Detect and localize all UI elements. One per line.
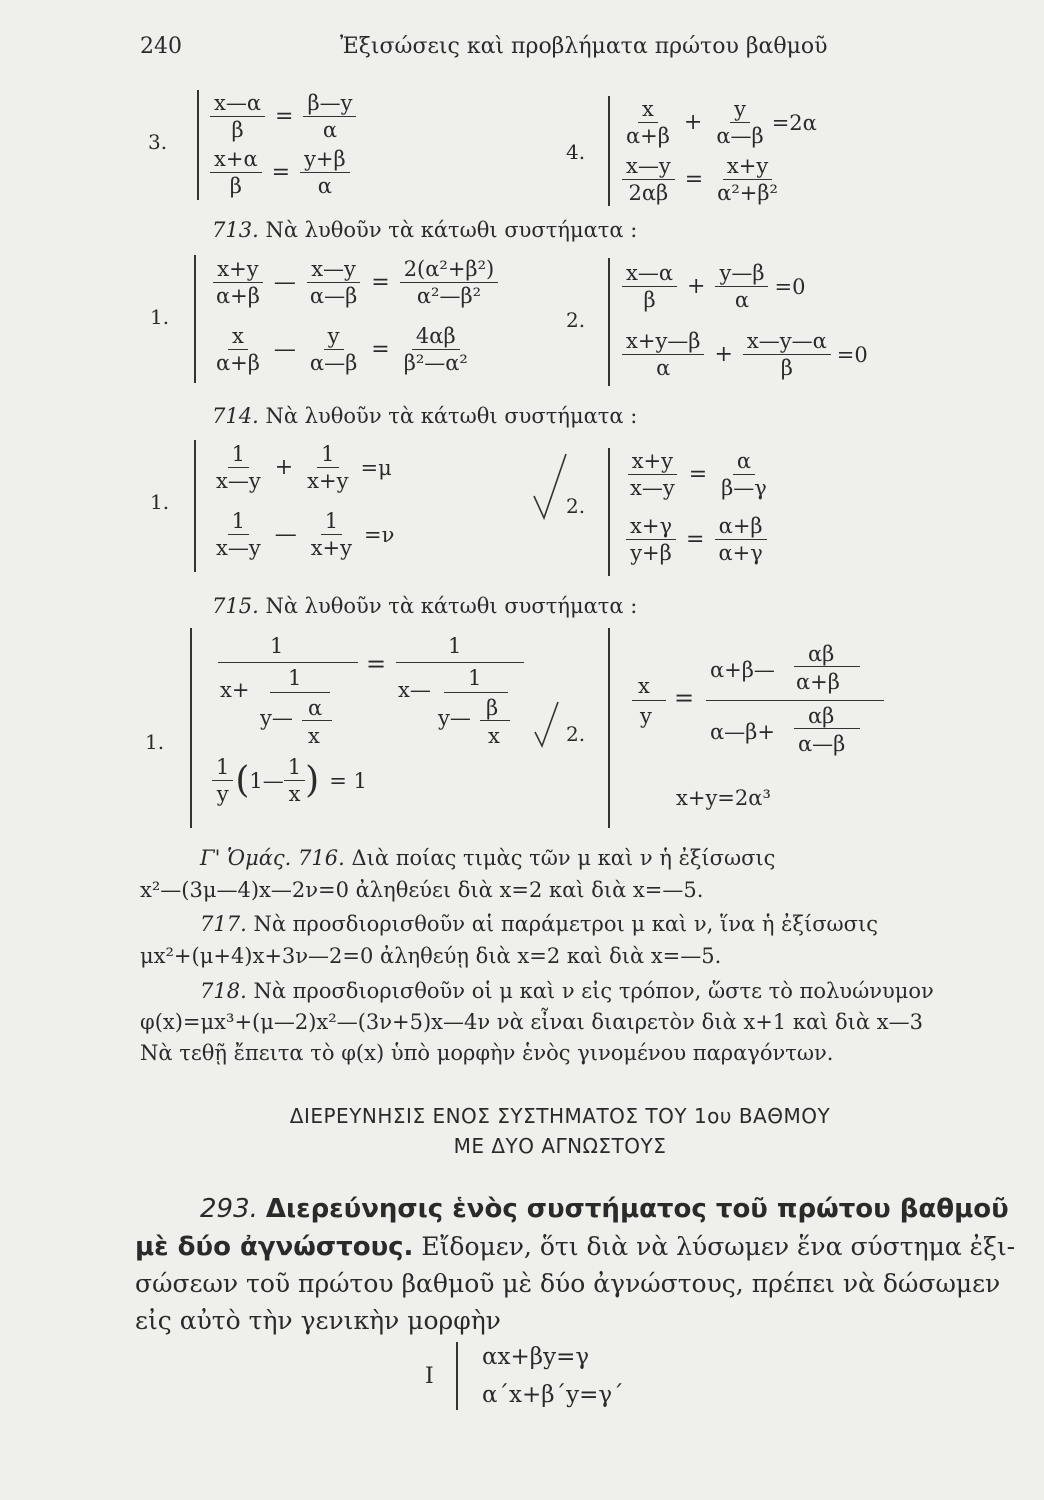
check-mark-icon — [530, 452, 570, 522]
section-293-line-2: σώσεων τοῦ πρώτου βαθμοῦ μὲ δύο ἀγνώστους, πρέπει νὰ δώσωμεν — [135, 1269, 1001, 1298]
system-i-eq2: α΄x+β΄y=γ΄ — [482, 1382, 624, 1408]
problem-714-system-1-label: 1. — [150, 490, 170, 514]
problem-714-system-1-eq2: $\frac{1}{x—y}$ — $\frac{1}{x+y}$ =ν — [216, 509, 395, 561]
problem-718-line-2: φ(x)=μx³+(μ—2)x²—(3ν+5)x—4ν νὰ εἶναι διαιρετὸν διὰ x+1 καὶ διὰ x—3 — [140, 1010, 923, 1034]
problem-714-system-2-brace — [608, 448, 610, 576]
problem-715-system-2-eq1: x y = α+β— αβ α+β α—β+ αβ α—β — [626, 640, 886, 780]
problem-715-system-1-label: 1. — [145, 730, 165, 754]
problem-717-line-2: μx²+(μ+4)x+3ν—2=0 ἀληθεύῃ διὰ x=2 καὶ διὰ x=—5. — [140, 944, 722, 968]
system-3-eq1: $\frac{x—\alpha}{\beta}$ = $\frac{\beta—y}{\alpha}$ — [210, 92, 356, 141]
system-i-label: I — [425, 1364, 434, 1389]
problem-718-line-1: 718. Νὰ προσδιορισθοῦν οἱ μ καὶ ν εἰς τρόπον, ὥστε τὸ πολυώνυμον — [200, 979, 934, 1003]
problem-716-line-2: x²—(3μ—4)x—2ν=0 ἀληθεύει διὰ x=2 καὶ διὰ x=—5. — [140, 878, 704, 902]
problem-713-system-1-brace — [194, 255, 196, 383]
check-mark-icon — [532, 700, 562, 750]
system-3-label: 3. — [148, 130, 168, 154]
section-293-line-1: μὲ δύο ἀγνώστους. Εἴδομεν, ὅτι διὰ νὰ λύσωμεν ἕνα σύστημα ἐξι- — [135, 1232, 1016, 1262]
system-3-eq2: $\frac{x+\alpha}{\beta}$ = $\frac{y+\beta}{\alpha}$ — [210, 148, 350, 197]
problem-714-system-2-label: 2. — [566, 494, 586, 518]
running-title: Ἐξισώσεις καὶ προβλήματα πρώτου βαθμοῦ — [340, 34, 828, 59]
problem-713-system-2-label: 2. — [566, 308, 586, 332]
problem-715-system-2-eq2: x+y=2α³ — [676, 786, 771, 810]
problem-718-line-3: Νὰ τεθῇ ἔπειτα τὸ φ(x) ὑπὸ μορφὴν ἑνὸς γινομένου παραγόντων. — [140, 1041, 834, 1065]
problem-713-system-2-eq1: $\frac{x—\alpha}{\beta}$ + $\frac{y—\beta}{\alpha}$ =0 — [622, 262, 805, 311]
system-4-eq2: $\frac{x—y}{2\alpha\beta}$ = $\frac{x+y}{\text{α²+β²}}$ — [622, 155, 782, 204]
problem-713-system-1-eq1: $\frac{x+y}{\alpha+\beta}$ — $\frac{x—y}{\alpha—\beta}$ = $\frac{\text{2(α²+β²)}}{\text{α²—β²}}$ — [212, 258, 498, 307]
problem-717-line-1: 717. Νὰ προσδιορισθοῦν αἱ παράμετροι μ καὶ ν, ἵνα ἡ ἐξίσωσις — [200, 912, 879, 936]
problem-715-system-1-eq1: 1 x+ 1 y— α x = 1 x— 1 y— β x — [210, 634, 550, 754]
system-4-brace — [608, 96, 610, 206]
system-4-eq1: $\frac{x}{\alpha+\beta}$ + $\frac{y}{\alpha—\beta}$ =2α — [626, 97, 817, 149]
problem-714-system-2-eq2: $\frac{x+\gamma}{y+\beta}$ = $\frac{\alpha+\beta}{\alpha+\gamma}$ — [626, 515, 767, 564]
problem-714-system-1-eq1: $\frac{1}{x—y}$ + $\frac{1}{x+y}$ =μ — [216, 442, 392, 494]
section-293-line-3: εἰς αὐτὸ τὴν γενικὴν μορφὴν — [135, 1306, 501, 1335]
problem-713-system-2-brace — [608, 258, 610, 386]
system-i-brace — [456, 1342, 458, 1410]
problem-715-heading: 715. Νὰ λυθοῦν τὰ κάτωθι συστήματα : — [212, 594, 638, 618]
problem-716-line-1: Γ' Ὁμάς. 716. Διὰ ποίας τιμὰς τῶν μ καὶ ν ἡ ἐξίσωσις — [200, 846, 776, 870]
system-4-label: 4. — [566, 140, 586, 164]
system-i-eq1: αx+βy=γ — [482, 1344, 590, 1370]
section-293-heading: 293. Διερεύνησις ἑνὸς συστήματος τοῦ πρώτου βαθμοῦ — [200, 1194, 1009, 1224]
problem-714-system-1-brace — [194, 440, 196, 572]
problem-713-system-2-eq2: $\frac{x+y—\beta}{\alpha}$ + $\frac{x—y—\alpha}{\beta}$ =0 — [622, 330, 868, 379]
problem-715-system-1-brace — [190, 628, 192, 828]
problem-715-system-2-brace — [608, 628, 610, 828]
problem-714-system-2-eq1: $\frac{x+y}{x—y}$ = $\frac{\alpha}{\beta—\gamma}$ — [626, 450, 771, 499]
problem-715-system-1-eq2: $\frac{1}{y}$ ( 1— $\frac{1}{x}$ ) = 1 — [212, 756, 367, 805]
page-number: 240 — [140, 34, 182, 59]
problem-715-system-2-label: 2. — [566, 722, 586, 746]
problem-714-heading: 714. Νὰ λυθοῦν τὰ κάτωθι συστήματα : — [212, 404, 638, 428]
problem-713-system-1-label: 1. — [150, 305, 170, 329]
section-title-line-1: ΔΙΕΡΕΥΝΗΣΙΣ ΕΝΟΣ ΣΥΣΤΗΜΑΤΟΣ ΤΟΥ 1ου ΒΑΘΜΟΥ — [289, 1104, 831, 1128]
system-3-brace — [197, 90, 199, 200]
problem-713-heading: 713. Νὰ λυθοῦν τὰ κάτωθι συστήματα : — [212, 218, 638, 242]
section-title-line-2: ΜΕ ΔΥΟ ΑΓΝΩΣΤΟΥΣ — [453, 1134, 667, 1158]
problem-713-system-1-eq2: $\frac{x}{\alpha+\beta}$ — $\frac{y}{\alpha—\beta}$ = $\frac{4\alpha\beta}{\text{β²—α²}}$ — [216, 324, 468, 376]
